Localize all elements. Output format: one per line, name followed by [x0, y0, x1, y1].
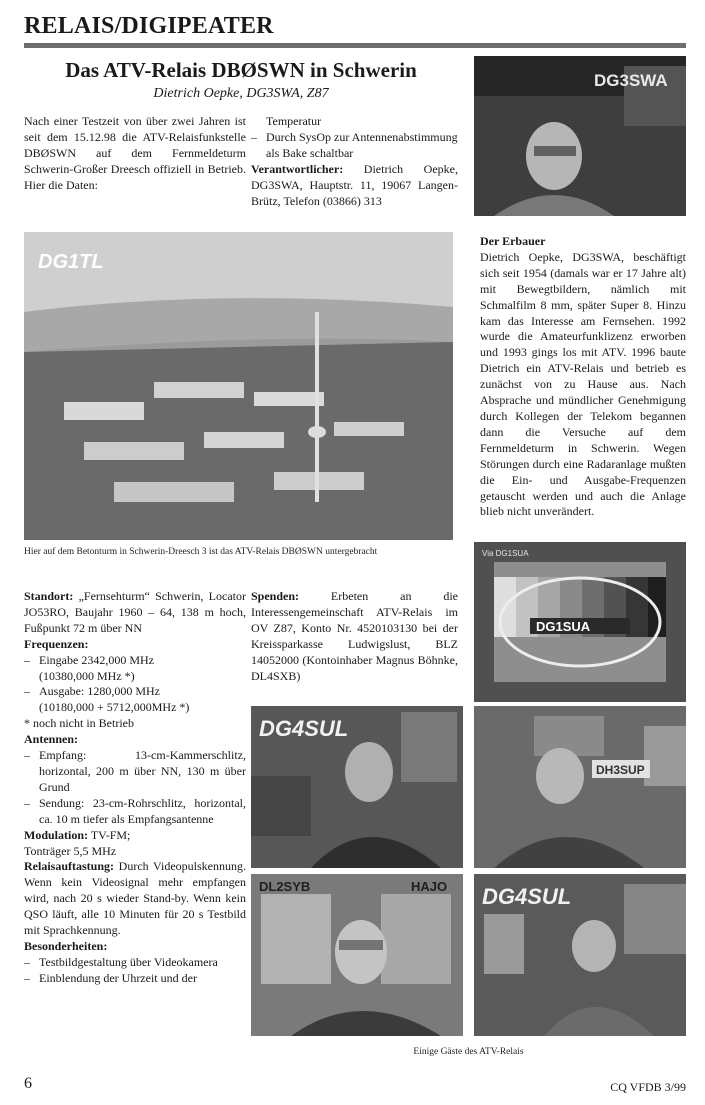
- builder-text: Dietrich Oepke, DG3SWA, beschäftigt sich seit 1954 (damals war er 17 Jahre alt) mit Bewegtbildern, nämlich mit Schmalfilm 8 mm, später Super 8. Hinzu kam das Interesse am Fernsehen. 1992 wurde die Amateurfunklizenz erworben und 1993 gings los mit ATV. 1996 baute Dietrich ein ATV-Relais und betrieb es zunächst von zu Hause aus. Nach Absprache und mündlicher Genehmigung durch Kollegen der Telekom begannen dann die Versuche auf dem Fernmeldeturm in Schwerin. Wegen Störungen durch eine Radaranlage mußten die Ein- und Ausgabe-Frequenzen getauscht werden und auch die Anlage blieb nicht unverändert.: [480, 249, 686, 519]
- intro-paragraph: Nach einer Testzeit von über zwei Jahren ist seit dem 15.12.98 die ATV-Relaisfunkstelle DBØSWN auf dem Fernmeldeturm Schwerin-Großer Dreesch offiziell in Betrieb. Hier die Daten:: [24, 114, 246, 192]
- antenna-send-item: – Sendung: 23-cm-Rohrschlitz, horizontal, ca. 10 m tiefer als Empfangsantenne: [24, 795, 246, 826]
- aerial-caption: Hier auf dem Betonturm in Schwerin-Dreesch 3 ist das ATV-Relais DBØSWN untergebracht: [24, 547, 378, 557]
- frequency-note: * noch nicht in Betrieb: [24, 716, 134, 731]
- special-feature-item-1: – Testbildgestaltung über Videokamera: [24, 954, 218, 969]
- guest-photo-3: [251, 874, 463, 1036]
- modulation-line: Modulation: TV-FM;: [24, 827, 131, 842]
- testcard-photo: [474, 542, 686, 702]
- guest2-callsign-overlay: DH3SUP: [596, 763, 645, 777]
- magazine-issue: CQ VFDB 3/99: [610, 1080, 686, 1094]
- location-block: Standort: „Fernsehturm“ Schwerin, Locator JO53RO, Baujahr 1960 – 64, 138 m hoch, Fußpunkt 72 m über NN: [24, 589, 246, 635]
- testcard-top-overlay: Via DG1SUA: [482, 549, 529, 558]
- guest-photo-1: [251, 706, 463, 868]
- guest-photo-4: [474, 874, 686, 1036]
- frequencies-label: Frequenzen:: [24, 636, 89, 651]
- responsible-block: Verantwortlicher: Dietrich Oepke, DG3SWA, Hauptstr. 11, 19067 Langen-Brütz, Telefon (03866) 313: [251, 161, 458, 208]
- sysop-item: – Durch SysOp zur Antennenabstimmung als Bake schaltbar: [251, 129, 458, 160]
- guest4-callsign-overlay: DG4SUL: [482, 884, 572, 909]
- special-feature-item-2: – Einblendung der Uhrzeit und der: [24, 970, 197, 985]
- frequency-input-item: – Eingabe 2342,000 MHz: [24, 652, 154, 667]
- aerial-callsign-overlay: DG1TL: [38, 251, 104, 273]
- tech-data-column: [24, 589, 246, 987]
- antenna-receive-item: – Empfang: 13-cm-Kammerschlitz, horizontal, 200 m über NN, 130 m über Grund: [24, 748, 246, 794]
- frequency-output-item: – Ausgabe: 1280,000 MHz: [24, 684, 160, 699]
- sound-carrier-line: Tonträger 5,5 MHz: [24, 843, 117, 858]
- aerial-photo: [24, 232, 453, 540]
- guest1-callsign-overlay: DG4SUL: [259, 716, 349, 741]
- portrait-photo: [474, 56, 686, 216]
- frequency-output-sub: (10180,000 + 5712,000MHz *): [39, 700, 190, 715]
- guest3-callsign-overlay: DL2SYB: [259, 879, 311, 894]
- article-author: Dietrich Oepke, DG3SWA, Z87: [153, 86, 329, 101]
- article-title: Das ATV-Relais DBØSWN in Schwerin: [65, 58, 417, 82]
- frequency-input-sub: (10380,000 MHz *): [39, 668, 135, 683]
- temperature-item: Temperatur: [266, 114, 322, 128]
- donations-block: Spenden: Erbeten an die Interessengemeinschaft ATV-Relais im OV Z87, Konto Nr. 4520103130 bei der Kreissparkasse Ludwigslust, BLZ 14052000 (Kontoinhaber Magnus Böhnke, DL4SXB): [251, 589, 458, 683]
- top-right-column: [251, 114, 458, 209]
- portrait-callsign-overlay: DG3SWA: [594, 71, 668, 90]
- builder-section: [480, 234, 686, 520]
- testcard-callsign-overlay: DG1SUA: [536, 619, 591, 634]
- antennas-label: Antennen:: [24, 732, 79, 747]
- guest-photo-2: [474, 706, 686, 868]
- section-title: RELAIS/DIGIPEATER: [24, 13, 274, 39]
- header-rule: [24, 43, 686, 48]
- guest3-name-overlay: HAJO: [411, 879, 448, 894]
- page-number: 6: [24, 1075, 32, 1092]
- special-features-label: Besonderheiten:: [24, 938, 108, 953]
- builder-heading: Der Erbauer: [480, 234, 546, 248]
- relay-keying-block: Relaisauftastung: Durch Videopulskennung. Wenn kein Videosignal mehr empfangen wird, nach 20 s wieder Stand-by. Wenn kein QSO läuft, alle 10 Minuten für 20 s Testbild mit Sprachkennung.: [24, 859, 246, 938]
- guests-caption: Einige Gäste des ATV-Relais: [413, 1047, 524, 1057]
